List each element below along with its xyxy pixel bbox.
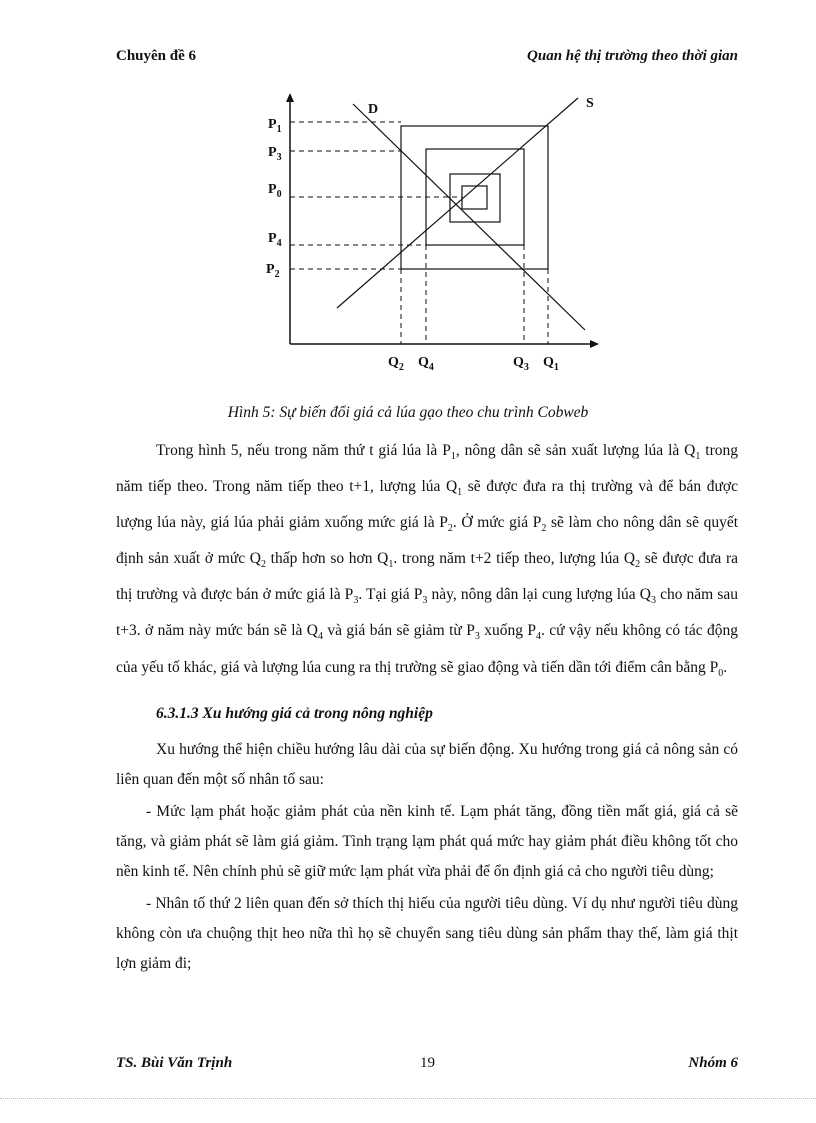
cobweb-square-2 <box>426 149 524 245</box>
y-axis-arrow <box>286 93 294 102</box>
x-axis-arrow <box>590 340 599 348</box>
label-p1: $P_1$ <box>268 117 282 135</box>
cobweb-square-1 <box>401 126 548 269</box>
section-heading: 6.3.1.3 Xu hướng giá cả trong nông nghiệp <box>156 704 433 722</box>
paragraph-cobweb: Trong hình 5, nếu trong năm thứ t giá lúa là $P_1$, nông dân sẽ sản xuất lượng lúa là $Q_1$ trong năm tiếp theo. Trong năm tiếp theo t+1, lượng lúa $Q_1$ sẽ được đưa ra thị trường và để bán được lượng lúa này, giá lúa phải giảm xuống mức giá là $P_2$. Ở mức giá $P_2$ sẽ làm cho nông dân sẽ quyết định sản xuất ở mức $Q_2$ thấp hơn so hơn $Q_1$. trong năm t+2 tiếp theo, lượng lúa $Q_2$ sẽ được đưa ra thị trường và được bán ở mức giá là $P_3$. Tại giá $P_3$ này, nông dân lại cung lượng lúa $Q_3$ cho năm sau t+3. ở năm này mức bán sẽ là $Q_4$ và giá bán sẽ giảm từ $P_3$ xuống $P_4$. cứ vậy nếu không có tác động của yếu tố khác, giá và lượng lúa cung ra thị trường sẽ giao động và tiến dần tới điểm cân bằng $P_0$. <box>116 442 739 679</box>
cobweb-square-4 <box>462 186 487 209</box>
bullet-inflation: - Mức lạm phát hoặc giảm phát của nền kinh tế. Lạm phát tăng, đồng tiền mất giá, giá cả sẽ tăng, và giảm phát sẽ làm giá giảm. Tình trạng lạm phát quá mức hay giảm phát điều không tốt cho nền kinh tế. Nên chính phủ sẽ giữ mức lạm phát vừa phải để ổn định giá cả cho người tiêu dùng; <box>116 802 738 880</box>
bullet-preference: - Nhân tố thứ 2 liên quan đến sở thích thị hiếu của người tiêu dùng. Ví dụ như người tiêu dùng không còn ưa chuộng thịt heo nữa thì họ sẽ chuyển sang tiêu dùng sản phẩm thay thế, làm giá thịt lợn giảm đi; <box>116 894 738 972</box>
header-title: Quan hệ thị trường theo thời gian <box>527 48 738 64</box>
paragraph-trend: Xu hướng thể hiện chiều hướng lâu dài của sự biến động. Xu hướng trong giá cả nông sản có liên quan đến một số nhân tố sau: <box>116 740 738 788</box>
label-p3: $P_3$ <box>268 145 282 163</box>
cobweb-diagram <box>250 90 610 380</box>
supply-curve <box>337 98 578 308</box>
demand-curve <box>353 104 585 330</box>
label-d: D <box>368 102 379 117</box>
header-chapter: Chuyên đề 6 <box>116 48 197 64</box>
page-number: 19 <box>420 1055 435 1071</box>
footer-author: TS. Bùi Văn Trịnh <box>116 1055 233 1071</box>
footer-group: Nhóm 6 <box>688 1055 738 1071</box>
cobweb-square-3 <box>450 174 500 222</box>
label-q2: $Q_2$ <box>388 355 404 373</box>
label-q4: $Q_4$ <box>418 355 434 373</box>
figure-caption: Hình 5: Sự biến đổi giá cả lúa gạo theo chu trình Cobweb <box>227 404 589 421</box>
label-p2: $P_2$ <box>266 262 280 280</box>
label-p4: $P_4$ <box>268 231 282 249</box>
page-bottom-rule <box>0 1098 816 1099</box>
label-s: S <box>586 96 594 111</box>
body-text <box>116 436 738 981</box>
label-q1: $Q_1$ <box>543 355 559 373</box>
label-q3: $Q_3$ <box>513 355 529 373</box>
label-p0: $P_0$ <box>268 182 282 200</box>
